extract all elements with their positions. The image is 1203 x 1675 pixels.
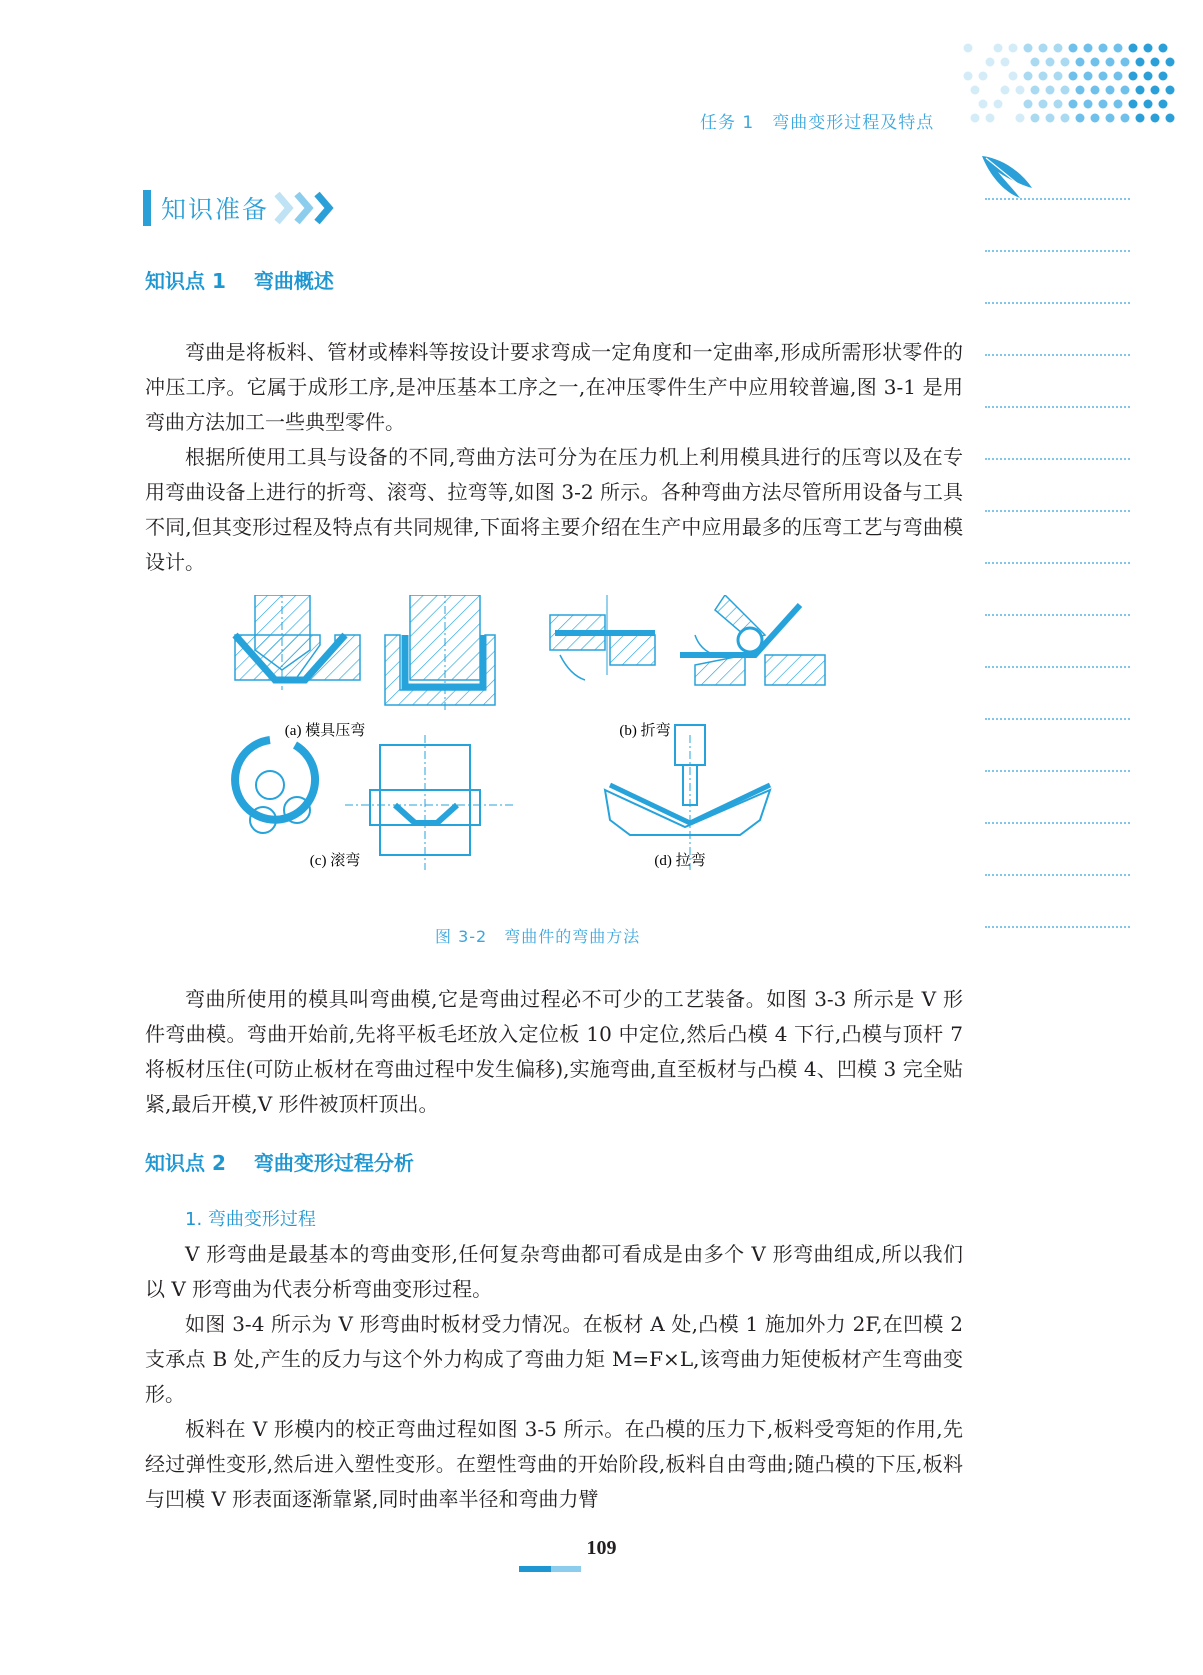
- header-dot: [1151, 58, 1160, 67]
- header-dot: [1129, 44, 1138, 53]
- header-dot: [1046, 58, 1055, 67]
- note-line: [985, 666, 1130, 668]
- note-line: [985, 562, 1130, 564]
- header-dot: [1031, 114, 1040, 123]
- header-dot: [1121, 86, 1130, 95]
- header-dot: [1144, 100, 1153, 109]
- header-dot: [1099, 72, 1108, 81]
- subcaption-d: (d) 拉弯: [654, 853, 706, 869]
- header-dot: [1091, 58, 1100, 67]
- header-dot: [1151, 114, 1160, 123]
- header-dot: [1159, 72, 1168, 81]
- feather-icon: [980, 152, 1040, 202]
- page-number-bar: [519, 1566, 581, 1572]
- subcaption-b: (b) 折弯: [619, 723, 671, 739]
- header-dot: [964, 44, 973, 53]
- header-dot: [1159, 44, 1168, 53]
- knowledge-point-number: 知识点 2: [145, 1151, 226, 1175]
- header-dot: [1039, 72, 1048, 81]
- header-dot: [1054, 44, 1063, 53]
- header-dot: [1136, 58, 1145, 67]
- header-dot: [1121, 114, 1130, 123]
- header-dot: [1046, 114, 1055, 123]
- note-line: [985, 458, 1130, 460]
- header-dot: [1106, 58, 1115, 67]
- figure-caption: 图 3-2 弯曲件的弯曲方法: [435, 927, 641, 946]
- header-dot: [1106, 86, 1115, 95]
- header-dot: [1054, 72, 1063, 81]
- knowledge-point-2-heading: [145, 1147, 414, 1176]
- header-dot: [1099, 100, 1108, 109]
- subcaption-a: (a) 模具压弯: [284, 723, 366, 739]
- paragraph-v-bending: V 形弯曲是最基本的弯曲变形,任何复杂弯曲都可看成是由多个 V 形弯曲组成,所以我们以 V 形弯曲为代表分析弯曲变形过程。: [145, 1242, 963, 1301]
- knowledge-point-number: 知识点 1: [145, 269, 226, 293]
- header-dot: [1159, 100, 1168, 109]
- section-title: 知识准备: [161, 195, 270, 224]
- running-header: 任务 1 弯曲变形过程及特点: [700, 113, 935, 133]
- header-dot: [1121, 58, 1130, 67]
- diagram-stretch-bending: [605, 725, 770, 870]
- knowledge-point-1-heading: [145, 265, 334, 294]
- header-dot: [964, 72, 973, 81]
- header-dot: [971, 114, 980, 123]
- header-dot: [1061, 114, 1070, 123]
- note-line: [985, 718, 1130, 720]
- header-dot: [1061, 58, 1070, 67]
- header-dot: [1009, 72, 1018, 81]
- header-dot: [1091, 86, 1100, 95]
- header-dot: [1136, 86, 1145, 95]
- header-dot: [1001, 86, 1010, 95]
- note-line: [985, 250, 1130, 252]
- diagram-v-die-bending: [235, 595, 360, 690]
- header-dot: [979, 72, 988, 81]
- paragraph-bending-die: 弯曲所使用的模具叫弯曲模,它是弯曲过程必不可少的工艺装备。如图 3-3 所示是 V 形件弯曲模。弯曲开始前,先将平板毛坯放入定位板 10 中定位,然后凸模 4 下行,凸模与顶杆 7 将板材压住(可防止板材在弯曲过程中发生偏移),实施弯曲,直至板材与凸模 4、凹模 3 完全贴紧,最后开模,V 形件被顶杆顶出。: [145, 987, 963, 1116]
- header-dot: [1144, 44, 1153, 53]
- header-dot: [986, 58, 995, 67]
- note-line: [985, 354, 1130, 356]
- header-dot: [1099, 44, 1108, 53]
- header-dot-pattern: [960, 40, 1180, 130]
- note-line: [985, 770, 1130, 772]
- note-line: [985, 406, 1130, 408]
- note-line: [985, 510, 1130, 512]
- paragraph-bending-methods: 根据所使用工具与设备的不同,弯曲方法可分为在压力机上利用模具进行的压弯以及在专用弯曲设备上进行的折弯、滚弯、拉弯等,如图 3-2 所示。各种弯曲方法尽管所用设备与工具不同,但其变形过程及特点有共同规律,下面将主要介绍在生产中应用最多的压弯工艺与弯曲模设计。: [145, 445, 963, 574]
- header-dot: [1091, 114, 1100, 123]
- page-number: 109: [586, 1537, 617, 1559]
- header-dot: [1039, 100, 1048, 109]
- header-dot: [971, 86, 980, 95]
- note-line: [985, 874, 1130, 876]
- header-dot: [994, 100, 1003, 109]
- header-dot: [1136, 114, 1145, 123]
- header-dot: [1144, 72, 1153, 81]
- header-dot: [1151, 86, 1160, 95]
- note-line: [985, 198, 1130, 200]
- header-dot: [1024, 72, 1033, 81]
- header-dot: [994, 44, 1003, 53]
- header-dot: [1039, 44, 1048, 53]
- header-dot: [1076, 58, 1085, 67]
- note-line: [985, 822, 1130, 824]
- header-dot: [1114, 44, 1123, 53]
- header-dot: [1031, 58, 1040, 67]
- paragraph-bending-definition: 弯曲是将板料、管材或棒料等按设计要求弯成一定角度和一定曲率,形成所需形状零件的冲压工序。它属于成形工序,是冲压基本工序之一,在冲压零件生产中应用较普遍,图 3-1 是用弯曲方法加工一些典型零件。: [145, 340, 963, 434]
- header-dot: [1069, 44, 1078, 53]
- header-dot: [1061, 86, 1070, 95]
- knowledge-point-title: 弯曲变形过程分析: [253, 1151, 414, 1175]
- header-dot: [1069, 72, 1078, 81]
- header-dot: [1114, 100, 1123, 109]
- paragraph-force-analysis: 如图 3-4 所示为 V 形弯曲时板材受力情况。在板材 A 处,凸模 1 施加外力 2F,在凹模 2 支承点 B 处,产生的反力与这个外力构成了弯曲力矩 M=F×L,该弯曲力矩使板材产生弯曲变形。: [145, 1312, 963, 1406]
- header-dot: [1084, 72, 1093, 81]
- note-line: [985, 614, 1130, 616]
- header-dot: [986, 114, 995, 123]
- header-dot: [1016, 114, 1025, 123]
- header-dot: [1166, 114, 1175, 123]
- header-dot: [1069, 100, 1078, 109]
- diagram-roll-bending: [235, 735, 515, 870]
- header-dot: [1076, 114, 1085, 123]
- section-banner: [143, 188, 343, 228]
- header-dot: [1024, 100, 1033, 109]
- chevron-arrows-icon: [273, 188, 343, 228]
- paragraph-correction-bending: 板料在 V 形模内的校正弯曲过程如图 3-5 所示。在凸模的压力下,板料受弯矩的作用,先经过弹性变形,然后进入塑性变形。在塑性弯曲的开始阶段,板料自由弯曲;随凸模的下压,板料与凹模 V 形表面逐渐靠紧,同时曲率半径和弯曲力臂: [145, 1417, 963, 1511]
- subcaption-c: (c) 滚弯: [309, 853, 361, 869]
- header-dot: [1129, 72, 1138, 81]
- subsection-heading: 1. 弯曲变形过程: [185, 1209, 316, 1230]
- header-dot: [1076, 86, 1085, 95]
- note-line: [985, 302, 1130, 304]
- header-dot: [1046, 86, 1055, 95]
- figure-bending-methods: [225, 595, 865, 885]
- header-dot: [1009, 44, 1018, 53]
- diagram-u-die-bending: [385, 595, 495, 710]
- header-dot: [1031, 86, 1040, 95]
- header-dot: [1114, 72, 1123, 81]
- header-dot: [979, 100, 988, 109]
- note-line: [985, 926, 1130, 928]
- header-dot: [1024, 44, 1033, 53]
- header-dot: [1166, 86, 1175, 95]
- header-dot: [1106, 114, 1115, 123]
- header-dot: [1084, 100, 1093, 109]
- header-dot: [1016, 86, 1025, 95]
- header-dot: [1129, 100, 1138, 109]
- diagram-folding: [550, 595, 825, 685]
- header-dot: [1166, 58, 1175, 67]
- header-dot: [1054, 100, 1063, 109]
- header-dot: [1001, 58, 1010, 67]
- section-bar: [143, 190, 151, 226]
- header-dot: [1084, 44, 1093, 53]
- knowledge-point-title: 弯曲概述: [253, 269, 334, 293]
